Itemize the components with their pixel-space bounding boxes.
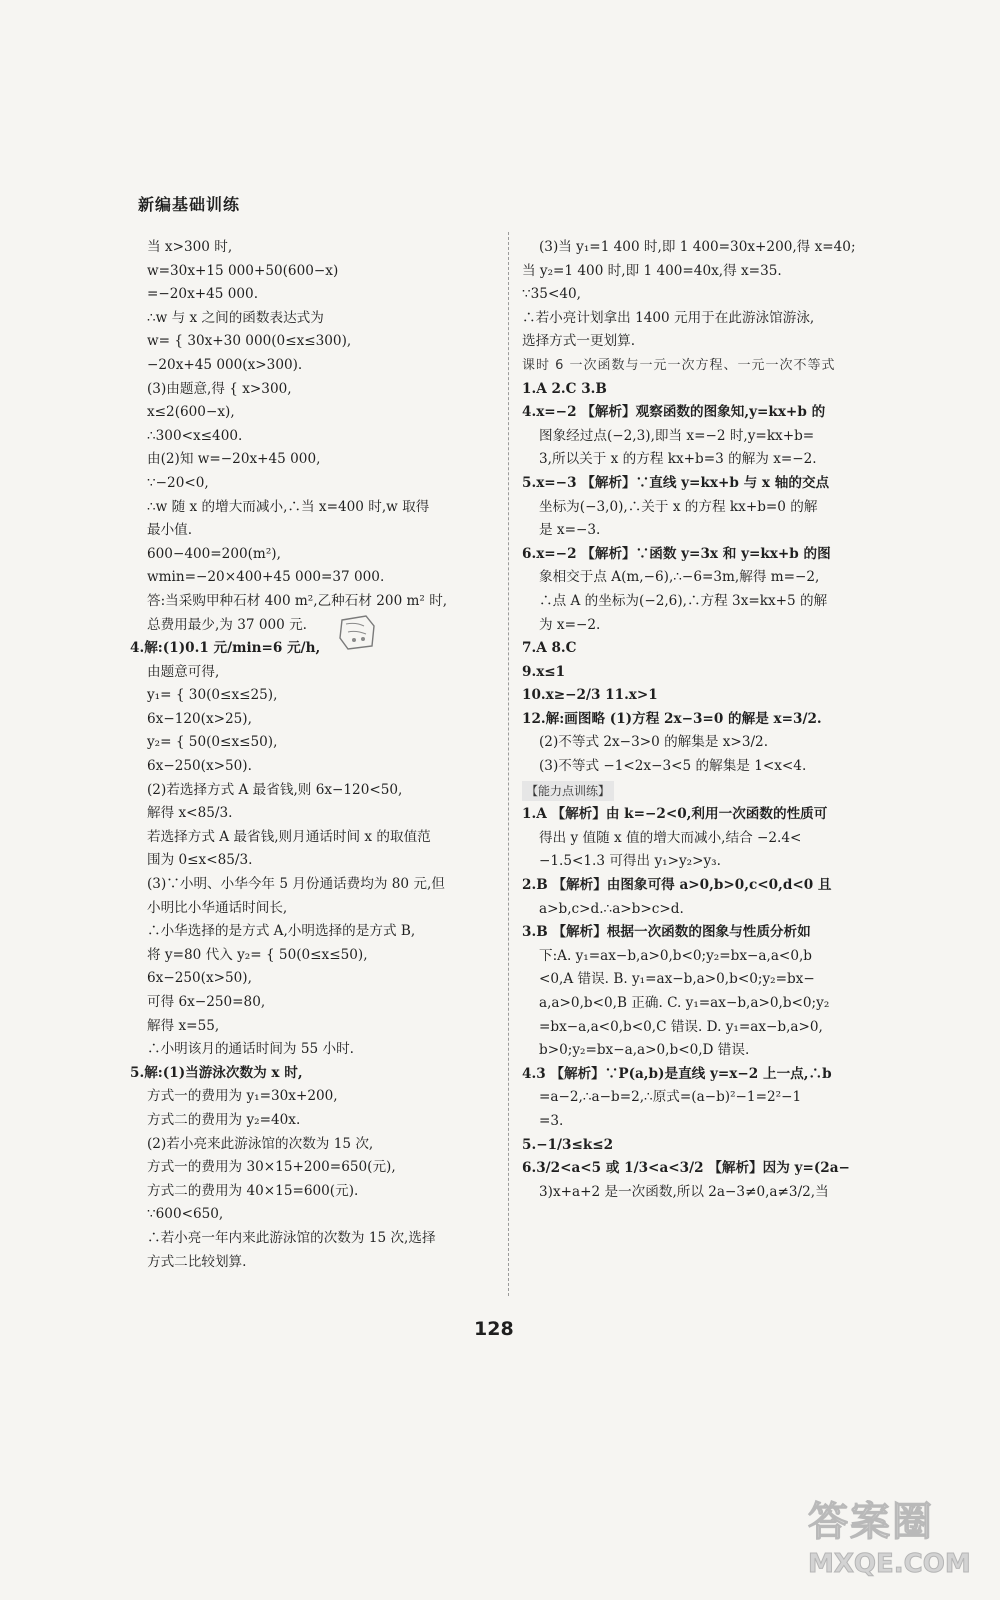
text-line: (3)不等式 −1<2x−3<5 的解集是 1<x<4.: [539, 758, 807, 775]
answer-line: 5.−1/3≤k≤2: [522, 1136, 614, 1153]
text-line: w=30x+15 000+50(600−x): [147, 262, 339, 279]
answer-line: 10.x≥−2/3 11.x>1: [522, 687, 658, 704]
answer-line: 6.x=−2 【解析】∵函数 y=3x 和 y=kx+b 的图: [522, 545, 831, 562]
question-5: 5.解:(1)当游泳次数为 x 时,: [130, 1064, 303, 1081]
answer-line: 6.3/2<a<5 或 1/3<a<3/2 【解析】因为 y=(2a−: [522, 1160, 850, 1177]
text-line: (3)∵小明、小华今年 5 月份通话费均为 80 元,但: [147, 876, 445, 893]
page-header: 新编基础训练: [138, 195, 241, 214]
text-line: 解得 x<85/3.: [147, 805, 233, 822]
text-line: 当 y₂=1 400 时,即 1 400=40x,得 x=35.: [522, 262, 782, 279]
text-line: 答:当采购甲种石材 400 m²,乙种石材 200 m² 时,: [147, 592, 448, 609]
text-line: 方式二比较划算.: [147, 1253, 247, 1270]
section-badge: 【能力点训练】: [522, 781, 614, 801]
text-line: 坐标为(−3,0),∴关于 x 的方程 kx+b=0 的解: [539, 498, 818, 515]
text-line: (2)若选择方式 A 最省钱,则 6x−120<50,: [147, 781, 403, 798]
text-line: ∴若小亮一年内来此游泳馆的次数为 15 次,选择: [147, 1229, 436, 1246]
watermark-bottom: MXQE.COM: [808, 1549, 971, 1579]
text-line: ∴w 随 x 的增大而减小,∴当 x=400 时,w 取得: [147, 498, 430, 515]
answer-line: 4.3 【解析】∵P(a,b)是直线 y=x−2 上一点,∴b: [522, 1065, 832, 1082]
answer-line: 1.A 2.C 3.B: [522, 380, 607, 397]
text-line: y₁= { 30(0≤x≤25),: [147, 687, 278, 704]
text-line: 解得 x=55,: [147, 1017, 220, 1034]
text-line: a>b,c>d.∴a>b>c>d.: [539, 900, 684, 917]
text-line: 由(2)知 w=−20x+45 000,: [147, 451, 321, 468]
text-line: (3)由题意,得 { x>300,: [147, 380, 292, 397]
text-line: =3.: [539, 1112, 564, 1129]
left-column: [130, 236, 502, 1274]
answer-line: 3.B 【解析】根据一次函数的图象与性质分析如: [522, 924, 811, 941]
text-line: 围为 0≤x<85/3.: [147, 852, 253, 869]
text-line: 图象经过点(−2,3),即当 x=−2 时,y=kx+b=: [539, 427, 815, 444]
text-line: ∵−20<0,: [147, 474, 209, 491]
text-line: 为 x=−2.: [539, 616, 601, 633]
text-line: 方式一的费用为 y₁=30x+200,: [147, 1088, 338, 1105]
text-line: ∵35<40,: [522, 286, 581, 303]
text-line: =bx−a,a<0,b<0,C 错误. D. y₁=ax−b,a>0,: [539, 1018, 823, 1035]
text-line: 6x−250(x>50).: [147, 758, 252, 775]
text-line: y₂= { 50(0≤x≤50),: [147, 734, 278, 751]
text-line: =a−2,∴a−b=2,∴原式=(a−b)²−1=2²−1: [539, 1089, 802, 1106]
answer-line: 1.A 【解析】由 k=−2<0,利用一次函数的性质可: [522, 806, 828, 823]
answer-line: 12.解:画图略 (1)方程 2x−3=0 的解是 x=3/2.: [522, 710, 822, 727]
text-line: b>0;y₂=bx−a,a>0,b<0,D 错误.: [539, 1042, 750, 1059]
watermark-logo: [808, 1496, 971, 1596]
text-line: <0,A 错误. B. y₁=ax−b,a>0,b<0;y₂=bx−: [539, 971, 815, 988]
text-line: 方式一的费用为 30×15+200=650(元),: [147, 1159, 396, 1176]
text-line: 6x−120(x>25),: [147, 710, 252, 727]
text-line: 3,所以关于 x 的方程 kx+b=3 的解为 x=−2.: [539, 451, 817, 468]
text-line: ∴小明该月的通话时间为 55 小时.: [147, 1041, 354, 1058]
watermark-top: 答案圈: [808, 1499, 934, 1545]
text-line: 方式二的费用为 y₂=40x.: [147, 1111, 301, 1128]
right-column: [522, 236, 894, 1204]
text-line: 600−400=200(m²),: [147, 545, 281, 562]
text-line: 当 x>300 时,: [147, 239, 233, 255]
text-line: (2)不等式 2x−3>0 的解集是 x>3/2.: [539, 734, 769, 751]
page-number: 128: [474, 1318, 514, 1340]
text-line: −20x+45 000(x>300).: [147, 356, 303, 373]
text-line: 得出 y 值随 x 值的增大而减小,结合 −2.4<: [539, 829, 802, 846]
text-line: a,a>0,b<0,B 正确. C. y₁=ax−b,a>0,b<0;y₂: [539, 995, 830, 1011]
text-line: 由题意可得,: [147, 663, 220, 680]
text-line: 总费用最少,为 37 000 元.: [147, 616, 308, 633]
text-line: 是 x=−3.: [539, 522, 601, 539]
text-line: ∴若小亮计划拿出 1400 元用于在此游泳馆游泳,: [522, 309, 815, 326]
text-line: wmin=−20×400+45 000=37 000.: [147, 569, 385, 586]
text-line: 象相交于点 A(m,−6),∴−6=3m,解得 m=−2,: [539, 569, 820, 586]
text-line: 将 y=80 代入 y₂= { 50(0≤x≤50),: [147, 946, 368, 963]
lesson-title: 课时 6 一次函数与一元一次方程、一元一次不等式: [522, 357, 836, 373]
text-line: ∴300<x≤400.: [147, 427, 243, 444]
text-line: 方式二的费用为 40×15=600(元).: [147, 1182, 359, 1199]
text-line: ∴小华选择的是方式 A,小明选择的是方式 B,: [147, 923, 416, 940]
text-line: =−20x+45 000.: [147, 286, 259, 303]
answer-line: 9.x≤1: [522, 663, 566, 680]
text-line: ∵600<650,: [147, 1206, 224, 1223]
puzzle-sticker-icon: [336, 612, 380, 652]
text-line: 若选择方式 A 最省钱,则月通话时间 x 的取值范: [147, 828, 431, 845]
answer-line: 2.B 【解析】由图象可得 a>0,b>0,c<0,d<0 且: [522, 877, 832, 894]
text-line: w= { 30x+30 000(0≤x≤300),: [147, 333, 352, 350]
text-line: 最小值.: [147, 522, 193, 539]
question-4: 4.解:(1)0.1 元/min=6 元/h,: [130, 640, 321, 657]
text-line: 可得 6x−250=80,: [147, 994, 266, 1010]
text-line: 选择方式一更划算.: [522, 333, 636, 350]
answer-line: 5.x=−3 【解析】∵直线 y=kx+b 与 x 轴的交点: [522, 474, 830, 491]
column-divider: [508, 232, 509, 1296]
text-line: ∴点 A 的坐标为(−2,6),∴方程 3x=kx+5 的解: [539, 592, 828, 609]
text-line: 下:A. y₁=ax−b,a>0,b<0;y₂=bx−a,a<0,b: [539, 947, 812, 964]
text-line: 6x−250(x>50),: [147, 970, 252, 987]
text-line: 3)x+a+2 是一次函数,所以 2a−3≠0,a≠3/2,当: [539, 1183, 829, 1200]
text-line: x≤2(600−x),: [147, 404, 235, 421]
text-line: 小明比小华通话时间长,: [147, 899, 288, 916]
text-line: (3)当 y₁=1 400 时,即 1 400=30x+200,得 x=40;: [539, 239, 856, 255]
text-line: (2)若小亮来此游泳馆的次数为 15 次,: [147, 1135, 374, 1152]
answer-line: 7.A 8.C: [522, 640, 577, 657]
answer-line: 4.x=−2 【解析】观察函数的图象知,y=kx+b 的: [522, 404, 826, 421]
text-line: −1.5<1.3 可得出 y₁>y₂>y₃.: [539, 853, 721, 870]
text-line: ∴w 与 x 之间的函数表达式为: [147, 309, 324, 326]
